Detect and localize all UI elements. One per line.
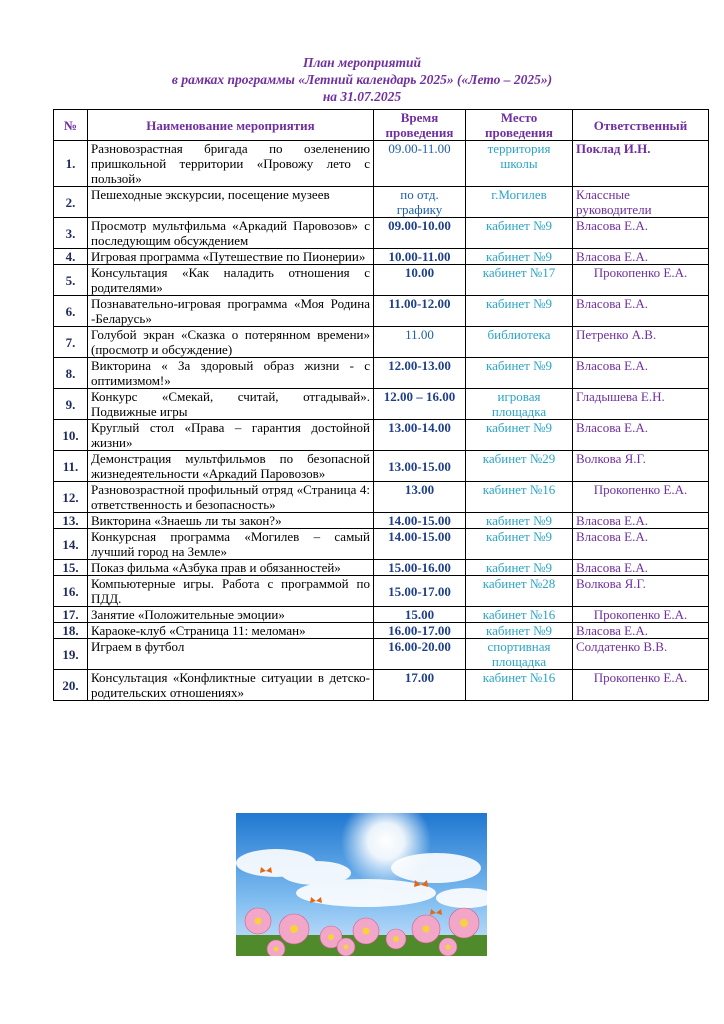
event-responsible: Поклад И.Н. (573, 141, 709, 187)
event-name: Занятие «Положительные эмоции» (88, 607, 374, 623)
table-row (54, 623, 709, 639)
event-name: Разновозрастная бригада по озеленению пришкольной территории «Провожу лето с пользой» (88, 141, 374, 187)
event-time: 17.00 (374, 670, 466, 701)
event-time: 10.00-11.00 (374, 249, 466, 265)
event-place: кабинет №9 (466, 560, 573, 576)
event-name: Играем в футбол (88, 639, 374, 670)
event-time: по отд. графику (374, 187, 466, 218)
table-row (54, 249, 709, 265)
table-row (54, 141, 709, 187)
event-place: территория школы (466, 141, 573, 187)
row-number: 2. (54, 187, 88, 218)
event-time: 11.00-12.00 (374, 296, 466, 327)
title-line-1: План мероприятий (302, 55, 422, 70)
flowers-illustration (236, 813, 487, 956)
table-row (54, 327, 709, 358)
table-row (54, 607, 709, 623)
row-number: 3. (54, 218, 88, 249)
event-name: Консультация «Как наладить отношения с родителями» (88, 265, 374, 296)
event-name: Пешеходные экскурсии, посещение музеев (88, 187, 374, 218)
header-name: Наименование мероприятия (88, 110, 374, 141)
header-place: Место проведения (466, 110, 573, 141)
event-responsible: Прокопенко Е.А. (573, 482, 709, 513)
table-row (54, 639, 709, 670)
event-responsible: Прокопенко Е.А. (573, 607, 709, 623)
event-responsible: Гладышева Е.Н. (573, 389, 709, 420)
event-name: Конкурс «Смекай, считай, отгадывай». Подвижные игры (88, 389, 374, 420)
event-name: Компьютерные игры. Работа с программой по ПДД. (88, 576, 374, 607)
event-place: кабинет №16 (466, 670, 573, 701)
row-number: 4. (54, 249, 88, 265)
event-place: кабинет №16 (466, 482, 573, 513)
event-time: 16.00-20.00 (374, 639, 466, 670)
event-time: 14.00-15.00 (374, 513, 466, 529)
event-place: кабинет №28 (466, 576, 573, 607)
event-place: кабинет №9 (466, 623, 573, 639)
event-place: кабинет №9 (466, 529, 573, 560)
event-place: кабинет №9 (466, 358, 573, 389)
table-row (54, 482, 709, 513)
table-row (54, 389, 709, 420)
event-place: кабинет №9 (466, 249, 573, 265)
event-time: 09.00-11.00 (374, 141, 466, 187)
table-row (54, 451, 709, 482)
event-time: 11.00 (374, 327, 466, 358)
event-place: кабинет №16 (466, 607, 573, 623)
event-time: 14.00-15.00 (374, 529, 466, 560)
summer-flowers-image (236, 813, 487, 956)
event-place: кабинет №9 (466, 218, 573, 249)
event-name: Конкурсная программа «Могилев – самый лучший город на Земле» (88, 529, 374, 560)
header-time: Время проведения (374, 110, 466, 141)
table-row (54, 296, 709, 327)
row-number: 12. (54, 482, 88, 513)
title-line-2: в рамках программы «Летний календарь 2025» («Лето – 2025») (171, 72, 553, 87)
event-responsible: Прокопенко Е.А. (573, 265, 709, 296)
row-number: 7. (54, 327, 88, 358)
event-time: 12.00 – 16.00 (374, 389, 466, 420)
event-place: игровая площадка (466, 389, 573, 420)
table-row (54, 576, 709, 607)
header-num: № (54, 110, 88, 141)
event-responsible: Солдатенко В.В. (573, 639, 709, 670)
event-responsible: Власова Е.А. (573, 420, 709, 451)
row-number: 6. (54, 296, 88, 327)
event-responsible: Власова Е.А. (573, 296, 709, 327)
table-row (54, 513, 709, 529)
table-row (54, 265, 709, 296)
event-place: библиотека (466, 327, 573, 358)
event-name: Голубой экран «Сказка о потерянном времени» (просмотр и обсуждение) (88, 327, 374, 358)
row-number: 19. (54, 639, 88, 670)
event-name: Разновозрастной профильный отряд «Страница 4: ответственность и безопасность» (88, 482, 374, 513)
table-header-row (54, 110, 709, 141)
event-name: Игровая программа «Путешествие по Пионерии» (88, 249, 374, 265)
event-name: Показ фильма «Азбука прав и обязанностей» (88, 560, 374, 576)
event-place: кабинет №9 (466, 296, 573, 327)
event-name: Просмотр мультфильма «Аркадий Паровозов» с последующим обсуждением (88, 218, 374, 249)
event-name: Караоке-клуб «Страница 11: меломан» (88, 623, 374, 639)
event-place: кабинет №9 (466, 420, 573, 451)
row-number: 8. (54, 358, 88, 389)
table-row (54, 358, 709, 389)
row-number: 1. (54, 141, 88, 187)
event-place: кабинет №9 (466, 513, 573, 529)
document-title (0, 54, 724, 105)
event-responsible: Власова Е.А. (573, 513, 709, 529)
event-responsible: Власова Е.А. (573, 560, 709, 576)
table-row (54, 187, 709, 218)
event-time: 12.00-13.00 (374, 358, 466, 389)
event-name: Познавательно-игровая программа «Моя Родина -Беларусь» (88, 296, 374, 327)
title-line-3: на 31.07.2025 (322, 89, 402, 104)
event-responsible: Петренко А.В. (573, 327, 709, 358)
event-responsible: Классные руководители (573, 187, 709, 218)
row-number: 15. (54, 560, 88, 576)
row-number: 17. (54, 607, 88, 623)
row-number: 9. (54, 389, 88, 420)
event-responsible: Власова Е.А. (573, 529, 709, 560)
table-row (54, 420, 709, 451)
row-number: 5. (54, 265, 88, 296)
event-place: кабинет №17 (466, 265, 573, 296)
row-number: 10. (54, 420, 88, 451)
row-number: 13. (54, 513, 88, 529)
event-name: Консультация «Конфликтные ситуации в детско-родительских отношениях» (88, 670, 374, 701)
event-responsible: Власова Е.А. (573, 358, 709, 389)
event-time: 15.00-16.00 (374, 560, 466, 576)
event-responsible: Волкова Я.Г. (573, 451, 709, 482)
event-time: 13.00 (374, 482, 466, 513)
event-place: спортивная площадка (466, 639, 573, 670)
row-number: 18. (54, 623, 88, 639)
event-responsible: Власова Е.А. (573, 218, 709, 249)
header-responsible: Ответственный (573, 110, 709, 141)
event-responsible: Власова Е.А. (573, 623, 709, 639)
event-time: 15.00-17.00 (374, 576, 466, 607)
event-place: г.Могилев (466, 187, 573, 218)
event-time: 10.00 (374, 265, 466, 296)
table-row (54, 670, 709, 701)
table-row (54, 218, 709, 249)
event-time: 13.00-15.00 (374, 451, 466, 482)
table-row (54, 529, 709, 560)
event-responsible: Прокопенко Е.А. (573, 670, 709, 701)
row-number: 16. (54, 576, 88, 607)
event-time: 16.00-17.00 (374, 623, 466, 639)
event-name: Демонстрация мультфильмов по безопасной жизнедеятельности «Аркадий Паровозов» (88, 451, 374, 482)
event-name: Викторина « За здоровый образ жизни - с оптимизмом!» (88, 358, 374, 389)
event-responsible: Власова Е.А. (573, 249, 709, 265)
event-time: 13.00-14.00 (374, 420, 466, 451)
row-number: 20. (54, 670, 88, 701)
row-number: 11. (54, 451, 88, 482)
event-time: 09.00-10.00 (374, 218, 466, 249)
table-row (54, 560, 709, 576)
event-time: 15.00 (374, 607, 466, 623)
event-name: Круглый стол «Права – гарантия достойной жизни» (88, 420, 374, 451)
event-name: Викторина «Знаешь ли ты закон?» (88, 513, 374, 529)
event-place: кабинет №29 (466, 451, 573, 482)
events-table (53, 109, 709, 701)
row-number: 14. (54, 529, 88, 560)
event-responsible: Волкова Я.Г. (573, 576, 709, 607)
